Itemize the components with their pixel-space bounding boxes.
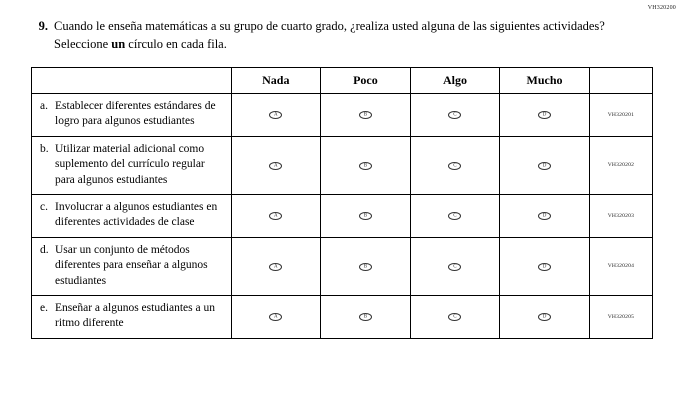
radio-bubble-label: D [542, 112, 547, 118]
row-item-b [32, 136, 232, 194]
option-e-nada[interactable] [231, 296, 321, 339]
radio-bubble-label: A [274, 264, 278, 270]
radio-bubble[interactable] [359, 212, 372, 220]
radio-bubble[interactable] [538, 212, 551, 220]
radio-bubble[interactable] [269, 263, 282, 271]
row-item-a [32, 94, 232, 137]
option-b-poco[interactable] [321, 136, 411, 194]
question-text-part1: Cuando le enseña matemáticas a su grupo de cuarto grado, ¿realiza usted alguna de las siguientes actividades? Seleccione [54, 19, 605, 51]
header-item-column [32, 68, 232, 94]
radio-bubble-label: B [363, 112, 368, 118]
radio-bubble[interactable] [448, 263, 461, 271]
item-text: Utilizar material adicional como suplemento del currículo regular para algunos estudiantes [55, 142, 205, 186]
header-option-algo: Algo [410, 68, 500, 94]
radio-bubble-label: B [363, 314, 368, 320]
option-a-nada[interactable] [231, 94, 321, 137]
option-b-mucho[interactable] [500, 136, 590, 194]
radio-bubble-label: C [453, 314, 457, 320]
radio-bubble[interactable] [448, 111, 461, 119]
radio-bubble-label: D [542, 163, 547, 169]
radio-bubble-label: C [453, 163, 457, 169]
option-a-poco[interactable] [321, 94, 411, 137]
radio-bubble-label: D [542, 213, 547, 219]
option-c-mucho[interactable] [500, 195, 590, 238]
radio-bubble[interactable] [359, 111, 372, 119]
item-letter: c. [40, 201, 48, 214]
option-c-algo[interactable] [410, 195, 500, 238]
row-code-c: VH320203 [589, 195, 652, 238]
option-b-nada[interactable] [231, 136, 321, 194]
question-block [34, 18, 612, 54]
radio-bubble[interactable] [269, 313, 282, 321]
radio-bubble-label: B [363, 264, 368, 270]
radio-bubble-label: C [453, 112, 457, 118]
question-text-part2: círculo en cada fila. [125, 36, 227, 51]
table-row [32, 136, 653, 194]
radio-bubble[interactable] [448, 212, 461, 220]
option-d-mucho[interactable] [500, 237, 590, 295]
item-letter: b. [40, 142, 49, 155]
radio-bubble-label: C [453, 264, 457, 270]
option-c-poco[interactable] [321, 195, 411, 238]
radio-bubble-label: A [274, 314, 278, 320]
table-row [32, 237, 653, 295]
option-e-algo[interactable] [410, 296, 500, 339]
option-b-algo[interactable] [410, 136, 500, 194]
option-e-mucho[interactable] [500, 296, 590, 339]
item-text: Involucrar a algunos estudiantes en diferentes actividades de clase [55, 201, 218, 229]
radio-bubble[interactable] [538, 111, 551, 119]
radio-bubble[interactable] [538, 162, 551, 170]
radio-bubble[interactable] [359, 263, 372, 271]
row-item-c [32, 195, 232, 238]
table-header-row [32, 68, 653, 94]
question-text-emphasis: un [111, 36, 126, 51]
radio-bubble-label: B [363, 163, 368, 169]
row-code-a: VH320201 [589, 94, 652, 137]
radio-bubble-label: C [453, 213, 457, 219]
item-letter: a. [40, 100, 48, 112]
row-code-b: VH320202 [589, 136, 652, 194]
radio-bubble[interactable] [269, 212, 282, 220]
question-text [54, 18, 612, 54]
item-text: Usar un conjunto de métodos diferentes para enseñar a algunos estudiantes [55, 243, 208, 287]
radio-bubble[interactable] [269, 111, 282, 119]
item-letter: d. [40, 243, 49, 256]
radio-bubble[interactable] [538, 313, 551, 321]
header-option-mucho: Mucho [500, 68, 590, 94]
radio-bubble[interactable] [448, 313, 461, 321]
radio-bubble[interactable] [538, 263, 551, 271]
table-row [32, 296, 653, 339]
row-item-e [32, 296, 232, 339]
option-e-poco[interactable] [321, 296, 411, 339]
header-option-poco: Poco [321, 68, 411, 94]
response-grid [31, 67, 653, 339]
radio-bubble-label: B [363, 213, 368, 219]
row-code-d: VH320204 [589, 237, 652, 295]
question-number: 9. [38, 19, 48, 33]
form-code-top-right: VH320200 [647, 5, 676, 11]
radio-bubble-label: D [542, 314, 547, 320]
option-d-algo[interactable] [410, 237, 500, 295]
item-letter: e. [40, 302, 48, 315]
radio-bubble-label: A [274, 213, 278, 219]
row-code-e: VH320205 [589, 296, 652, 339]
option-a-algo[interactable] [410, 94, 500, 137]
radio-bubble[interactable] [269, 162, 282, 170]
table-row [32, 195, 653, 238]
header-option-nada: Nada [231, 68, 321, 94]
option-c-nada[interactable] [231, 195, 321, 238]
radio-bubble-label: A [274, 163, 278, 169]
radio-bubble[interactable] [448, 162, 461, 170]
header-code-column [589, 68, 652, 94]
row-item-d [32, 237, 232, 295]
radio-bubble[interactable] [359, 162, 372, 170]
item-text: Establecer diferentes estándares de logro para algunos estudiantes [55, 100, 216, 128]
radio-bubble[interactable] [359, 313, 372, 321]
option-d-poco[interactable] [321, 237, 411, 295]
option-d-nada[interactable] [231, 237, 321, 295]
radio-bubble-label: A [274, 112, 278, 118]
option-a-mucho[interactable] [500, 94, 590, 137]
item-text: Enseñar a algunos estudiantes a un ritmo diferente [55, 302, 215, 330]
table-row [32, 94, 653, 137]
radio-bubble-label: D [542, 264, 547, 270]
